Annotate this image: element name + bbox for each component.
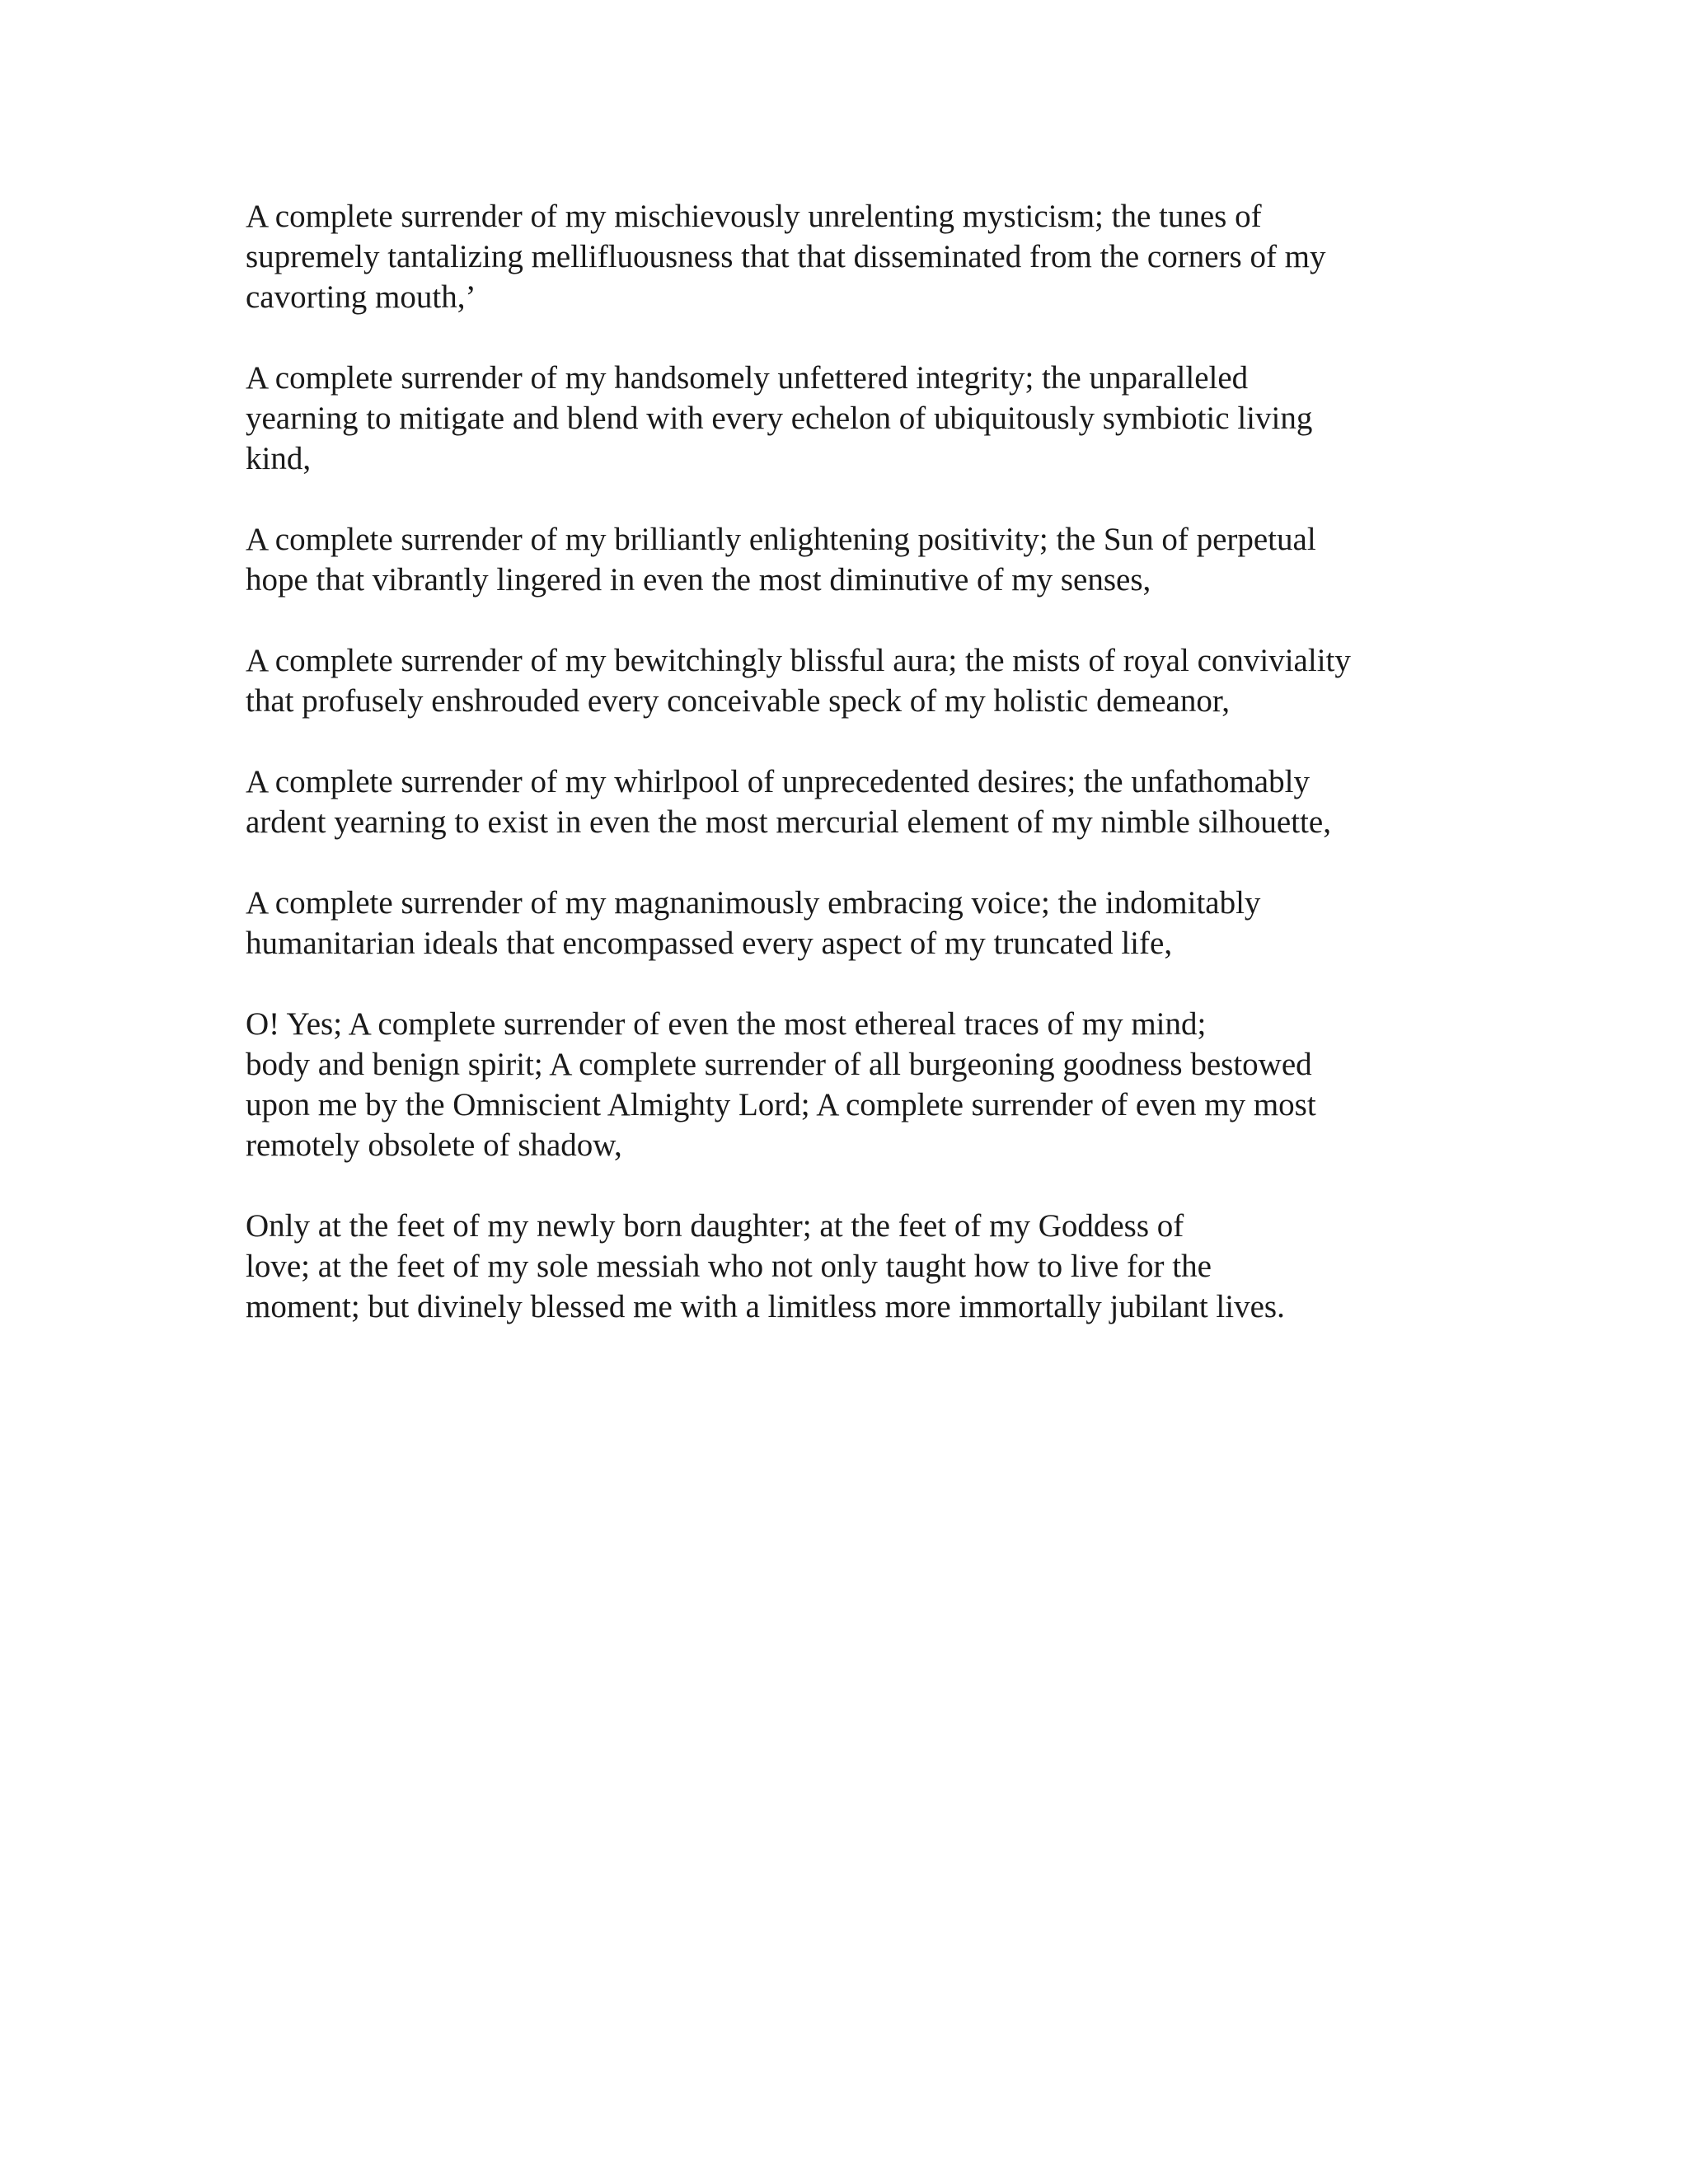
stanza-4 [246, 640, 1449, 721]
stanza-line: upon me by the Omniscient Almighty Lord; A complete surrender of even my most [246, 1087, 1316, 1122]
stanza-line: humanitarian ideals that encompassed every aspect of my truncated life, [246, 926, 1173, 961]
stanza-8 [246, 1206, 1449, 1327]
stanza-line: A complete surrender of my handsomely unfettered integrity; the unparalleled [246, 360, 1249, 396]
stanza-line: moment; but divinely blessed me with a limitless more immortally jubilant lives. [246, 1289, 1285, 1324]
stanza-line: A complete surrender of my magnanimously embracing voice; the indomitably [246, 885, 1261, 921]
stanza-line: O! Yes; A complete surrender of even the most ethereal traces of my mind; [246, 1006, 1207, 1042]
poem-body [246, 196, 1449, 1367]
stanza-line: yearning to mitigate and blend with every echelon of ubiquitously symbiotic living [246, 401, 1313, 436]
stanza-line: that profusely enshrouded every conceivable speck of my holistic demeanor, [246, 683, 1231, 719]
stanza-7 [246, 1004, 1449, 1165]
stanza-6 [246, 883, 1449, 963]
stanza-line: cavorting mouth,’ [246, 279, 476, 315]
stanza-line: hope that vibrantly lingered in even the most diminutive of my senses, [246, 562, 1151, 598]
stanza-2 [246, 358, 1449, 479]
stanza-5 [246, 762, 1449, 842]
stanza-line: A complete surrender of my bewitchingly blissful aura; the mists of royal conviviality [246, 643, 1351, 678]
stanza-line: Only at the feet of my newly born daughter; at the feet of my Goddess of [246, 1208, 1184, 1244]
stanza-line: kind, [246, 441, 312, 476]
stanza-line: A complete surrender of my mischievously unrelenting mysticism; the tunes of [246, 199, 1262, 234]
stanza-3 [246, 519, 1449, 600]
stanza-line: A complete surrender of my brilliantly enlightening positivity; the Sun of perpetual [246, 522, 1316, 557]
stanza-line: body and benign spirit; A complete surrender of all burgeoning goodness bestowed [246, 1047, 1312, 1082]
stanza-line: love; at the feet of my sole messiah who not only taught how to live for the [246, 1249, 1212, 1284]
stanza-line: ardent yearning to exist in even the most mercurial element of my nimble silhouette, [246, 804, 1331, 840]
stanza-line: supremely tantalizing mellifluousness that that disseminated from the corners of my [246, 239, 1326, 274]
stanza-line: A complete surrender of my whirlpool of unprecedented desires; the unfathomably [246, 764, 1310, 799]
stanza-1 [246, 196, 1449, 317]
stanza-line: remotely obsolete of shadow, [246, 1127, 622, 1163]
